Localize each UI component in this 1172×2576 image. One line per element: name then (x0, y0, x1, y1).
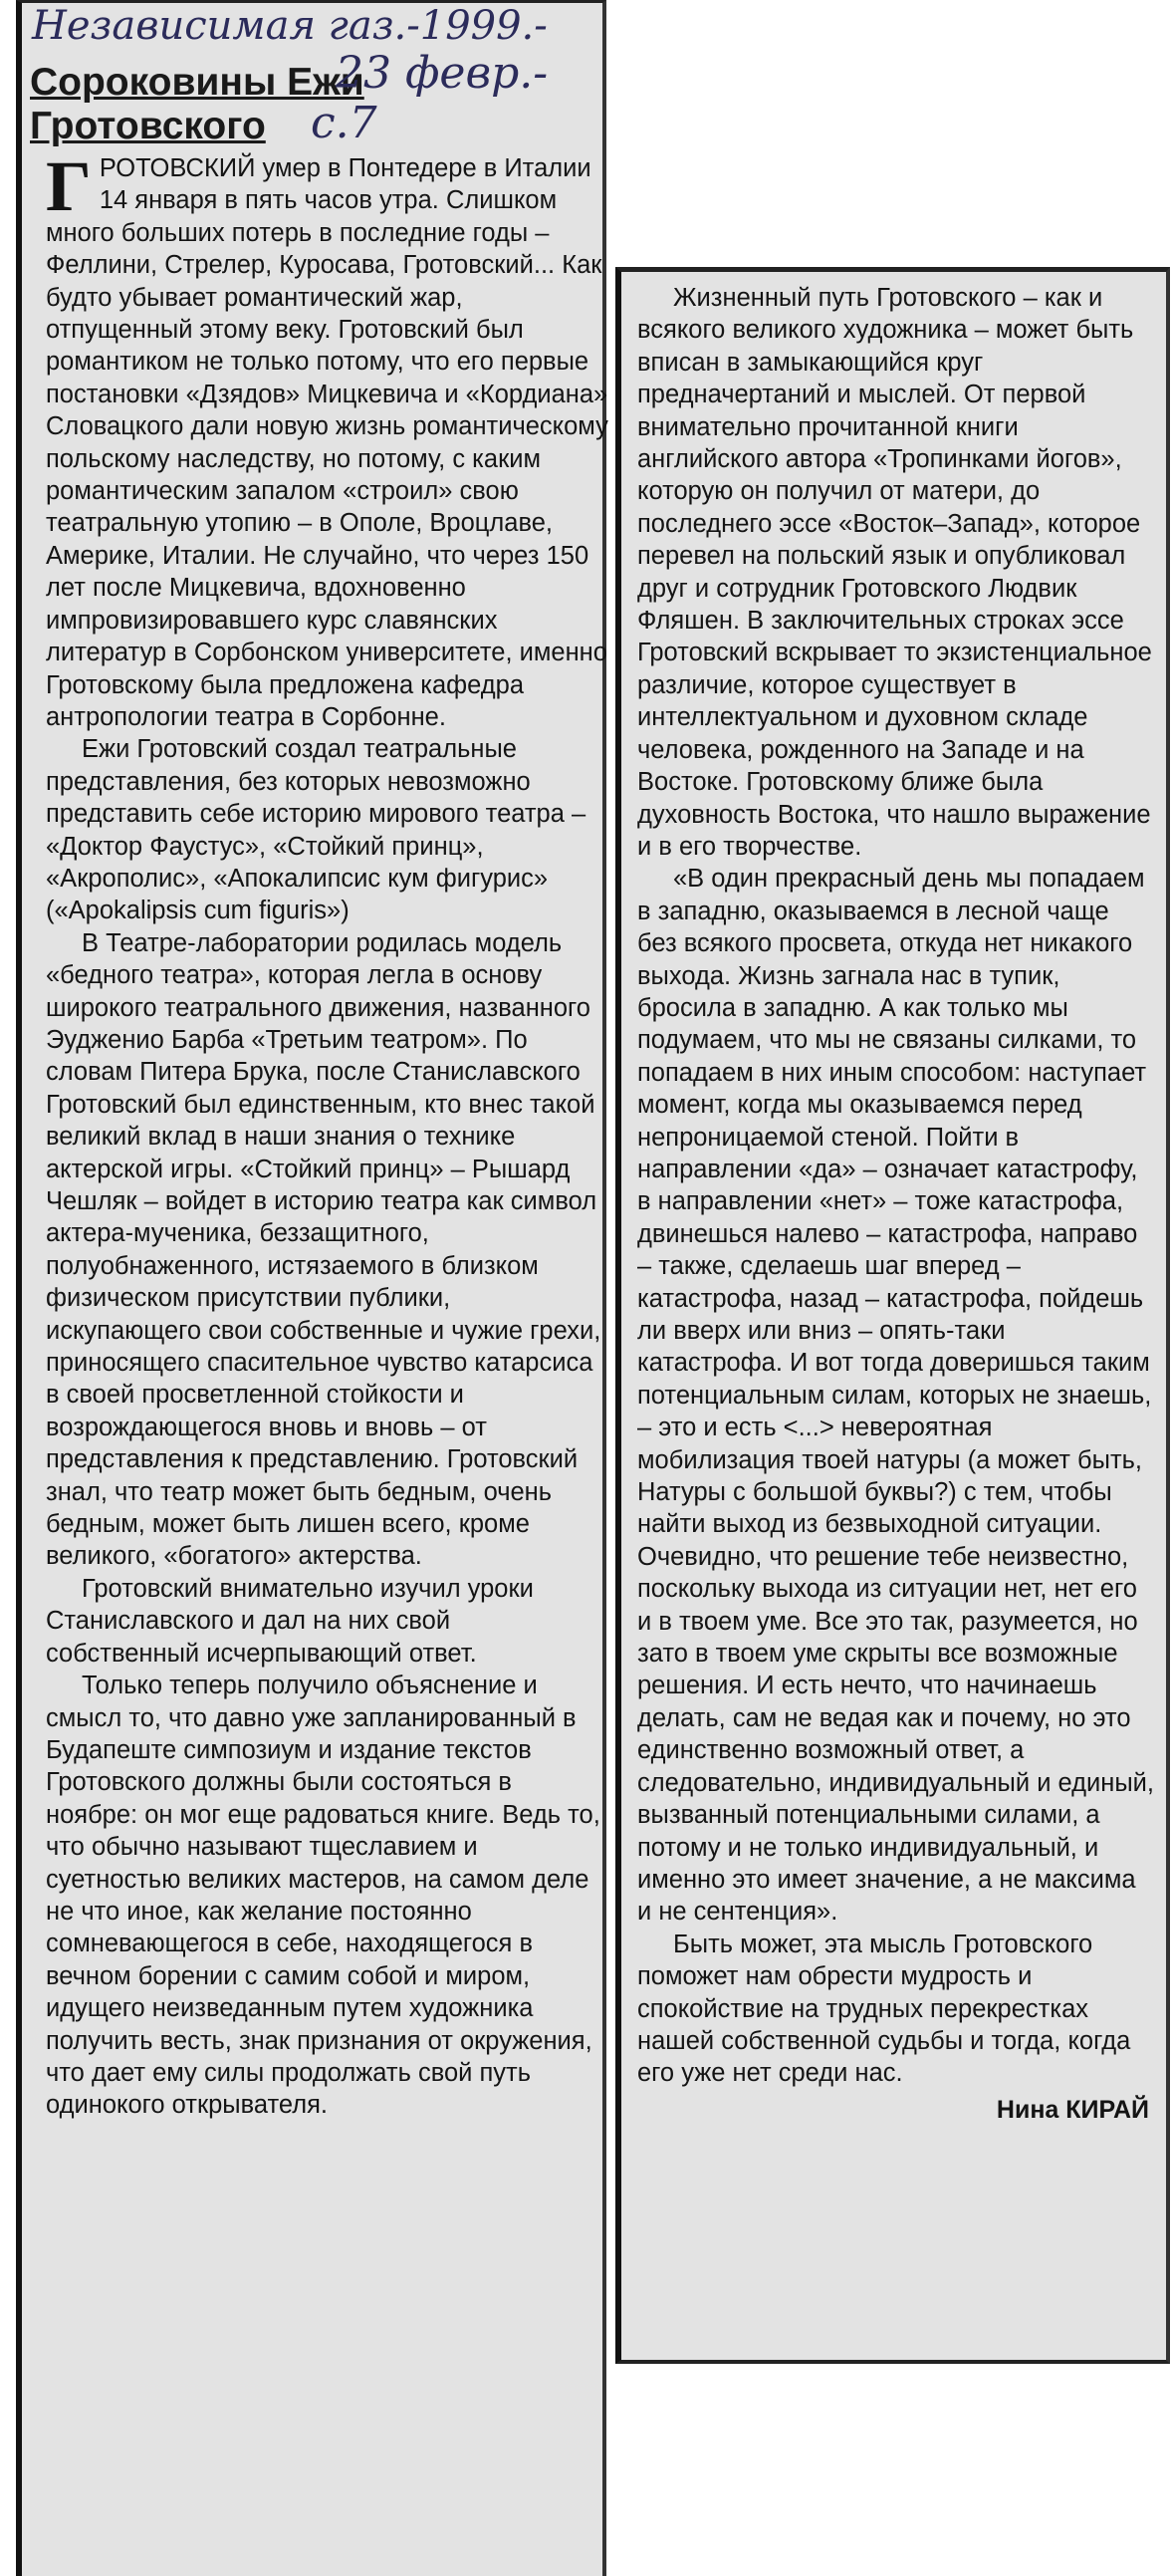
handwritten-source-note: Независимая газ.-1999.- (32, 3, 548, 49)
paragraph: Жизненный путь Гротовского – как и всякого великого художника – может быть вписан в замыкающийся круг предначертаний и мыслей. От первой внимательно прочитанной книги английского автора «Тропинками йогов», которую он получил от матери, до последнего эссе «Восток–Запад», которое перевел на польский язык и опубликовал друг и сотрудник Гротовского Людвик Фляшен. В заключительных строках эссе Гротовский вскрывает то экзистенциальное различие, которое существует в интеллектуальном и духовном складе человека, рожденного на Западе и на Востоке. Гротовскому ближе была духовность Востока, что нашло выражение и в его творчестве. (637, 284, 1152, 861)
right-clipping (615, 267, 1170, 2364)
paragraph: Ежи Гротовский создал театральные представления, без которых невозможно представить себе историю мирового театра – «Доктор Фаустус», «Стойкий принц», «Акрополис», «Апокалипсис кум фигурис» («Apokalipsis cum figuris») (46, 735, 586, 925)
paragraph-text: РОТОВСКИЙ умер в Понтедере в Италии 14 января в пять часов утра. Слишком много больших потерь в последние годы – Феллини, Стрелер, Куросава, Гротовский... Как будто убывает романтический жар, отпущенный этому веку. Гротовский был романтиком не только потому, что его первые постановки «Дзядов» Мицкевича и «Кордиана» Словацкого дали новую жизнь романтическому польскому наследству, но потому, с каким романтическим запалом «строил» свою театральную утопию – в Ополе, Вроцлаве, Америке, Италии. Не случайно, что через 150 лет после Мицкевича, вдохновенно импровизировавшего курс славянских литератур в Сорбонском университете, именно Гротовскому была предложена кафедра антропологии театра в Сорбонне. (46, 154, 608, 731)
author-byline: Нина КИРАЙ (996, 2095, 1149, 2124)
paragraph: Гротовский внимательно изучил уроки Станиславского и дал на них свой собственный исчерпывающий ответ. (46, 1574, 534, 1668)
handwritten-date-note: 23 февр.- (336, 48, 549, 99)
paragraph: Быть может, эта мысль Гротовского поможет нам обрести мудрость и спокойствие на трудных перекрестках нашей собственной судьбы и тогда, когда его уже нет среди нас. (637, 1930, 1131, 2088)
drop-cap: Г (46, 146, 92, 226)
headline-line-2: Гротовского (30, 105, 266, 147)
handwritten-page-note: с.7 (311, 98, 377, 148)
right-column (637, 282, 1155, 2126)
paragraph: В Театре-лаборатории родилась модель «бедного театра», которая легла в основу широкого театрального движения, названного Эудженио Барба «Третьим театром». По словам Питера Брука, после Станиславского Гротовский был единственным, кто внес такой великий вклад в наши знания о технике актерской игры. «Стойкий принц» – Рышард Чешляк – войдет в историю театра как символ актера-мученика, беззащитного, полуобнаженного, истязаемого в близком физическом присутствии публики, искупающего свои собственные и чужие грехи, приносящего спасительное чувство катарсиса в своей просветленной стойкости и возрождающегося вновь и вновь – от представления к представлению. Гротовский знал, что театр может быть бедным, очень бедным, может быть лишен всего, кроме великого, «богатого» актерства. (46, 928, 601, 1571)
paragraph: «В один прекрасный день мы попадаем в западню, оказываемся в лесной чаще без всякого просвета, откуда нет никакого выхода. Жизнь загнала нас в тупик, бросила в западню. А как только мы подумаем, что мы не связаны силками, то попадаем в них иным способом: наступает момент, когда мы оказываемся перед непроницаемой стеной. Пойти в направлении «да» – означает катастрофу, в направлении «нет» – тоже катастрофа, двинешься налево – катастрофа, направо – также, сделаешь шаг вперед – катастрофа, назад – катастрофа, пойдешь ли вверх или вниз – опять-таки катастрофа. И вот тогда доверишься таким потенциальным силам, которых не знаешь, – это и есть <...> невероятная мобилизация твоей натуры (а может быть, Натуры с большой буквы?) с тем, чтобы найти выход из безвыходной ситуации. Очевидно, что решение тебе неизвестно, поскольку выхода из ситуации нет, нет его и в твоем уме. Все это так, разумеется, но зато в твоем уме скрыты все возможные решения. И есть нечто, что начинаешь делать, сам не ведая как и почему, но это единственно возможный ответ, а следовательно, индивидуальный и единый, вызванный потенциальными силами, а потому и не только индивидуальный, и именно это имеет значение, а не максима и не сентенция». (637, 865, 1155, 1927)
paragraph: Только теперь получило объяснение и смысл то, что давно уже запланированный в Будапеште симпозиум и издание текстов Гротовского должны были состояться в ноябре: он мог еще радоваться книге. Ведь то, что обычно называют тщеславием и суетностью великих мастеров, на самом деле не что иное, как желание постоянно сомневающегося в себе, находящегося в вечном борении с самим собой и миром, идущего неизведанным путем художника получить весть, знак признания от окружения, что дает ему силы продолжать свой путь одинокого открывателя. (46, 1672, 600, 2120)
left-column (46, 146, 608, 2122)
headline-line-1: Сороковины Ежи (30, 61, 364, 104)
left-clipping (16, 0, 606, 2576)
paragraph (46, 146, 608, 733)
